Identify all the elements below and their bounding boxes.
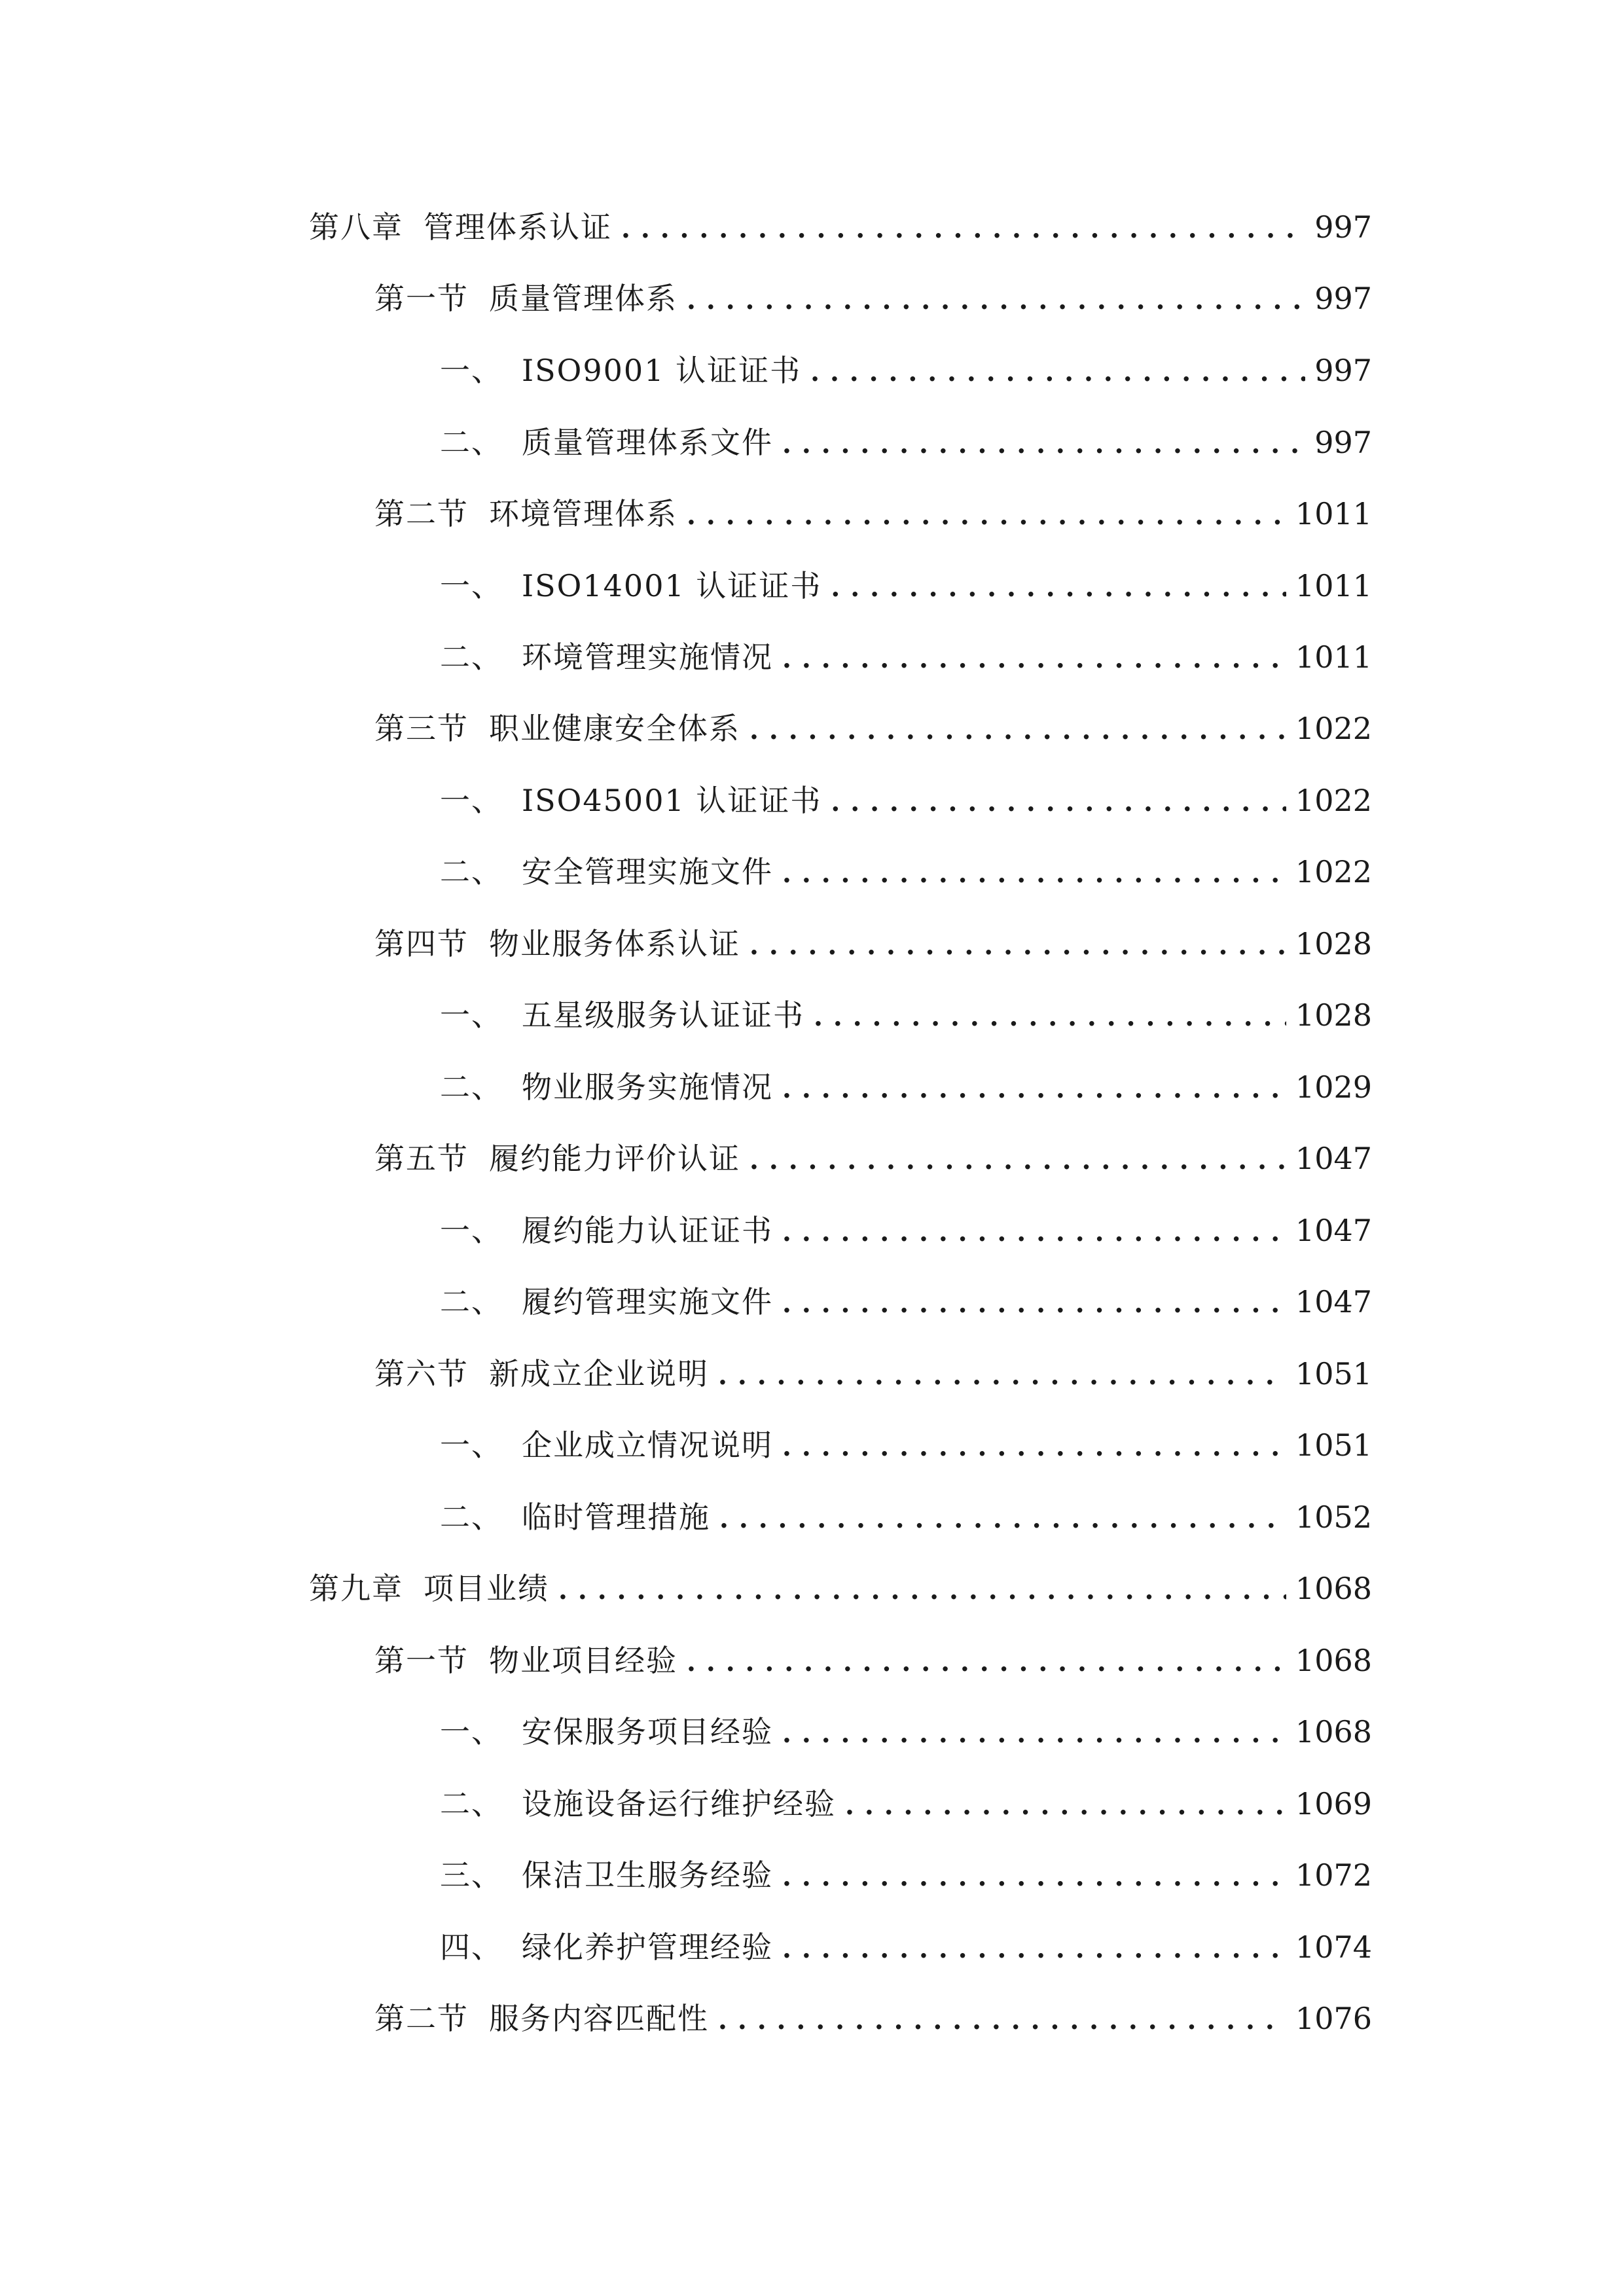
toc-entry-title: 新成立企业说明 <box>489 1356 709 1391</box>
toc-entry[interactable] <box>440 1778 1372 1830</box>
toc-entry[interactable] <box>309 201 1372 253</box>
toc-entry[interactable] <box>309 1562 1372 1615</box>
toc-entry-number: 第一节 <box>374 1643 469 1678</box>
toc-entry-number: 二、 <box>440 1499 503 1535</box>
dot-leader <box>831 560 1286 612</box>
toc-entry-page: 1052 <box>1295 1499 1372 1535</box>
dot-leader <box>782 1921 1286 1973</box>
toc-entry-title: ISO9001 认证证书 <box>522 353 802 388</box>
toc-entry-page: 997 <box>1314 281 1372 316</box>
toc-entry-number: 二、 <box>440 1069 503 1105</box>
toc-entry-title: 绿化养护管理经验 <box>522 1929 773 1965</box>
dot-leader <box>782 416 1305 469</box>
toc-entry-page: 1074 <box>1295 1929 1372 1965</box>
dot-leader <box>782 1849 1286 1901</box>
toc-entry-number: 第八章 <box>309 209 403 245</box>
toc-entry[interactable] <box>440 1921 1372 1973</box>
toc-entry-page: 1022 <box>1295 711 1372 746</box>
dot-leader <box>782 1706 1286 1758</box>
toc-entry-page: 1028 <box>1295 926 1372 961</box>
dot-leader <box>782 1276 1286 1328</box>
dot-leader <box>719 1491 1286 1543</box>
toc-entry-number: 一、 <box>440 1213 503 1248</box>
toc-entry-title: 项目业绩 <box>424 1571 549 1606</box>
dot-leader <box>621 201 1305 253</box>
toc-entry-title: 履约能力评价认证 <box>489 1141 740 1176</box>
dot-leader <box>749 1132 1286 1185</box>
toc-entry-title: 环境管理实施情况 <box>522 639 773 675</box>
toc-entry[interactable] <box>374 272 1372 325</box>
toc-entry-page: 1011 <box>1295 639 1372 675</box>
toc-entry-page: 1051 <box>1295 1356 1372 1391</box>
dot-leader <box>718 1348 1286 1400</box>
dot-leader <box>782 846 1286 898</box>
toc-entry-title: 物业服务实施情况 <box>522 1069 773 1105</box>
toc-entry-number: 二、 <box>440 1284 503 1319</box>
toc-entry-number: 四、 <box>440 1929 503 1965</box>
toc-entry-number: 一、 <box>440 1714 503 1749</box>
toc-entry-number: 第三节 <box>374 711 469 746</box>
toc-entry-number: 一、 <box>440 783 503 818</box>
toc-entry[interactable] <box>374 1132 1372 1185</box>
toc-entry-page: 1011 <box>1295 568 1372 603</box>
toc-entry-number: 二、 <box>440 854 503 889</box>
toc-entry-page: 1011 <box>1295 496 1372 531</box>
dot-leader <box>558 1562 1286 1615</box>
dot-leader <box>810 344 1305 397</box>
toc-entry-title: 质量管理体系 <box>489 281 677 316</box>
dot-leader <box>782 1204 1286 1257</box>
toc-entry[interactable] <box>374 1634 1372 1687</box>
toc-entry-number: 一、 <box>440 997 503 1033</box>
dot-leader <box>782 631 1286 683</box>
toc-entry[interactable] <box>440 1204 1372 1257</box>
toc-entry[interactable] <box>440 1491 1372 1543</box>
dot-leader <box>831 774 1286 827</box>
toc-entry-page: 1022 <box>1295 783 1372 818</box>
toc-entry-page: 1047 <box>1295 1284 1372 1319</box>
dot-leader <box>749 702 1286 755</box>
toc-entry[interactable] <box>440 1849 1372 1901</box>
toc-entry-title: 环境管理体系 <box>489 496 677 531</box>
toc-entry-title: 履约能力认证证书 <box>522 1213 773 1248</box>
toc-entry[interactable] <box>440 631 1372 683</box>
dot-leader <box>687 1634 1286 1687</box>
dot-leader <box>845 1778 1286 1830</box>
toc-entry[interactable] <box>440 1419 1372 1471</box>
toc-entry-number: 第一节 <box>374 281 469 316</box>
dot-leader <box>687 488 1286 540</box>
dot-leader <box>782 1061 1286 1113</box>
toc-entry-title: 服务内容匹配性 <box>489 2001 709 2036</box>
toc-entry-number: 一、 <box>440 353 503 388</box>
toc-entry-title: ISO14001 认证证书 <box>522 568 822 603</box>
toc-entry[interactable] <box>440 846 1372 898</box>
toc-entry[interactable] <box>440 1706 1372 1758</box>
toc-entry[interactable] <box>440 774 1372 827</box>
toc-entry-number: 第二节 <box>374 496 469 531</box>
toc-entry-title: 质量管理体系文件 <box>522 425 773 460</box>
toc-entry[interactable] <box>440 560 1372 612</box>
toc-entry-title: 临时管理措施 <box>522 1499 710 1535</box>
toc-entry[interactable] <box>440 416 1372 469</box>
toc-entry-page: 1028 <box>1295 997 1372 1033</box>
toc-entry[interactable] <box>374 918 1372 970</box>
dot-leader <box>718 1992 1286 2045</box>
dot-leader <box>687 272 1305 325</box>
toc-entry-title: 物业项目经验 <box>489 1643 677 1678</box>
toc-entry[interactable] <box>374 1348 1372 1400</box>
dot-leader <box>782 1419 1286 1471</box>
toc-entry-page: 1076 <box>1295 2001 1372 2036</box>
toc-entry-page: 1047 <box>1295 1213 1372 1248</box>
toc-entry-number: 一、 <box>440 568 503 603</box>
toc-entry-title: 安保服务项目经验 <box>522 1714 773 1749</box>
toc-entry[interactable] <box>374 1992 1372 2045</box>
toc-entry-page: 1068 <box>1295 1571 1372 1606</box>
toc-entry-page: 997 <box>1314 353 1372 388</box>
toc-entry-page: 1068 <box>1295 1643 1372 1678</box>
toc-entry[interactable] <box>374 488 1372 540</box>
toc-entry-number: 第二节 <box>374 2001 469 2036</box>
toc-entry-page: 1047 <box>1295 1141 1372 1176</box>
toc-entry-page: 1051 <box>1295 1427 1372 1463</box>
toc-entry-page: 1029 <box>1295 1069 1372 1105</box>
toc-entry-number: 第五节 <box>374 1141 469 1176</box>
toc-entry-number: 第四节 <box>374 926 469 961</box>
toc-entry[interactable] <box>440 989 1372 1041</box>
toc-entry-page: 1072 <box>1295 1857 1372 1893</box>
toc-entry-title: 五星级服务认证证书 <box>522 997 804 1033</box>
toc-entry-title: 企业成立情况说明 <box>522 1427 773 1463</box>
toc-entry-page: 1022 <box>1295 854 1372 889</box>
toc-entry-page: 997 <box>1314 209 1372 245</box>
toc-entry-title: 物业服务体系认证 <box>489 926 740 961</box>
toc-entry-title: 管理体系认证 <box>424 209 612 245</box>
toc-entry-page: 997 <box>1314 425 1372 460</box>
dot-leader <box>749 918 1286 970</box>
toc-entry[interactable] <box>374 702 1372 755</box>
toc-entry-title: 履约管理实施文件 <box>522 1284 773 1319</box>
toc-entry-title: 设施设备运行维护经验 <box>522 1786 836 1821</box>
toc-entry-title: ISO45001 认证证书 <box>522 783 822 818</box>
toc-entry-title: 职业健康安全体系 <box>489 711 740 746</box>
toc-entry-page: 1068 <box>1295 1714 1372 1749</box>
dot-leader <box>814 989 1286 1041</box>
toc-entry-number: 二、 <box>440 425 503 460</box>
toc-entry-number: 一、 <box>440 1427 503 1463</box>
toc-entry[interactable] <box>440 1276 1372 1328</box>
toc-entry-title: 保洁卫生服务经验 <box>522 1857 773 1893</box>
toc-entry-number: 二、 <box>440 1786 503 1821</box>
toc-entry-number: 第九章 <box>309 1571 403 1606</box>
toc-entry-number: 三、 <box>440 1857 503 1893</box>
toc-entry-number: 二、 <box>440 639 503 675</box>
toc-entry-page: 1069 <box>1295 1786 1372 1821</box>
toc-entry-title: 安全管理实施文件 <box>522 854 773 889</box>
toc-entry[interactable] <box>440 344 1372 397</box>
toc-entry[interactable] <box>440 1061 1372 1113</box>
toc-entry-number: 第六节 <box>374 1356 469 1391</box>
